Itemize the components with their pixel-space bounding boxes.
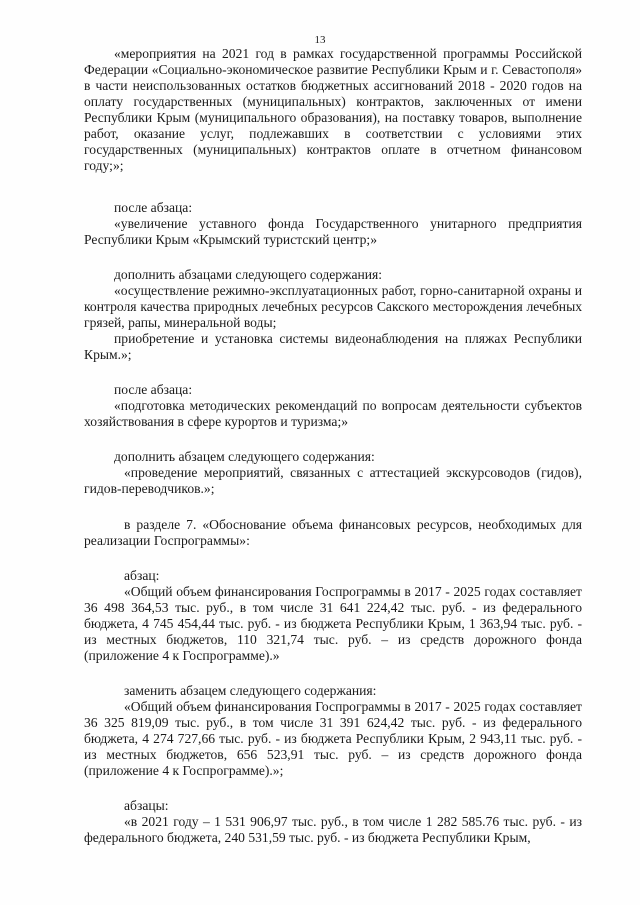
text-block-5 bbox=[84, 449, 582, 497]
text-block-8 bbox=[84, 683, 582, 779]
paragraph: «увеличение уставного фонда Государственного унитарного предприятия Республики Крым «Крымский туристский центр;» bbox=[84, 216, 582, 247]
text-block-1 bbox=[84, 46, 582, 174]
paragraph: приобретение и установка системы видеонаблюдения на пляжах Республики Крым.»; bbox=[84, 331, 582, 362]
text-block-4 bbox=[84, 382, 582, 430]
paragraph: «в 2021 году – 1 531 906,97 тыс. руб., в том числе 1 282 585.76 тыс. руб. - из федерального бюджета, 240 531,59 тыс. руб. - из бюджета Республики Крым, bbox=[84, 814, 582, 845]
paragraph: «Общий объем финансирования Госпрограммы в 2017 - 2025 годах составляет 36 325 819,09 тыс. руб., в том числе 31 391 624,42 тыс. руб. - из федерального бюджета, 4 274 727,66 тыс. руб. - из бюджета Республики Крым, 2 943,11 тыс. руб. - из местных бюджетов, 656 523,91 тыс. руб. – из средств дорожного фонда (приложение 4 к Госпрограмме).»; bbox=[84, 699, 582, 778]
paragraph: «осуществление режимно-эксплуатационных работ, горно-санитарной охраны и контроля качества природных лечебных ресурсов Сакского месторождения лечебных грязей, рапы, минеральной воды; bbox=[84, 283, 582, 330]
text-block-3 bbox=[84, 267, 582, 363]
paragraph: дополнить абзацем следующего содержания: bbox=[114, 449, 375, 464]
text-block-7 bbox=[84, 568, 582, 664]
paragraph: после абзаца: bbox=[114, 200, 193, 215]
paragraph: «проведение мероприятий, связанных с аттестацией экскурсоводов (гидов), гидов-переводчиков.»; bbox=[84, 465, 582, 496]
paragraph: «Общий объем финансирования Госпрограммы в 2017 - 2025 годах составляет 36 498 364,53 тыс. руб., в том числе 31 641 224,42 тыс. руб. - из федерального бюджета, 4 745 454,44 тыс. руб. - из бюджета Республики Крым, 1 363,94 тыс. руб. - из местных бюджетов, 110 321,74 тыс. руб. – из средств дорожного фонда (приложение 4 к Госпрограмме).» bbox=[84, 584, 582, 663]
paragraph: заменить абзацем следующего содержания: bbox=[124, 683, 377, 698]
paragraph: после абзаца: bbox=[114, 382, 193, 397]
paragraph: абзац: bbox=[124, 568, 160, 583]
text-block-6 bbox=[84, 517, 582, 549]
text-block-2 bbox=[84, 200, 582, 248]
page-number: 13 bbox=[314, 34, 326, 46]
paragraph: «подготовка методических рекомендаций по вопросам деятельности субъектов хозяйствования в сфере курортов и туризма;» bbox=[84, 398, 582, 429]
paragraph: «мероприятия на 2021 год в рамках государственной программы Российской Федерации «Социально-экономическое развитие Республики Крым и г. Севастополя» в части неиспользованных остатков бюджетных ассигнований 2018 - 2020 годов на оплату государственных (муниципальных) контрактов, заключенных от имени Республики Крым (муниципального образования), на поставку товаров, выполнение работ, оказание услуг, подлежавших в соответствии с условиями этих государственных (муниципальных) контрактов оплате в отчетном финансовом году;»; bbox=[84, 46, 582, 173]
text-block-9 bbox=[84, 798, 582, 846]
paragraph: дополнить абзацами следующего содержания: bbox=[114, 267, 383, 282]
paragraph: в разделе 7. «Обоснование объема финансовых ресурсов, необходимых для реализации Госпрограммы»: bbox=[84, 517, 582, 548]
paragraph: абзацы: bbox=[124, 798, 169, 813]
